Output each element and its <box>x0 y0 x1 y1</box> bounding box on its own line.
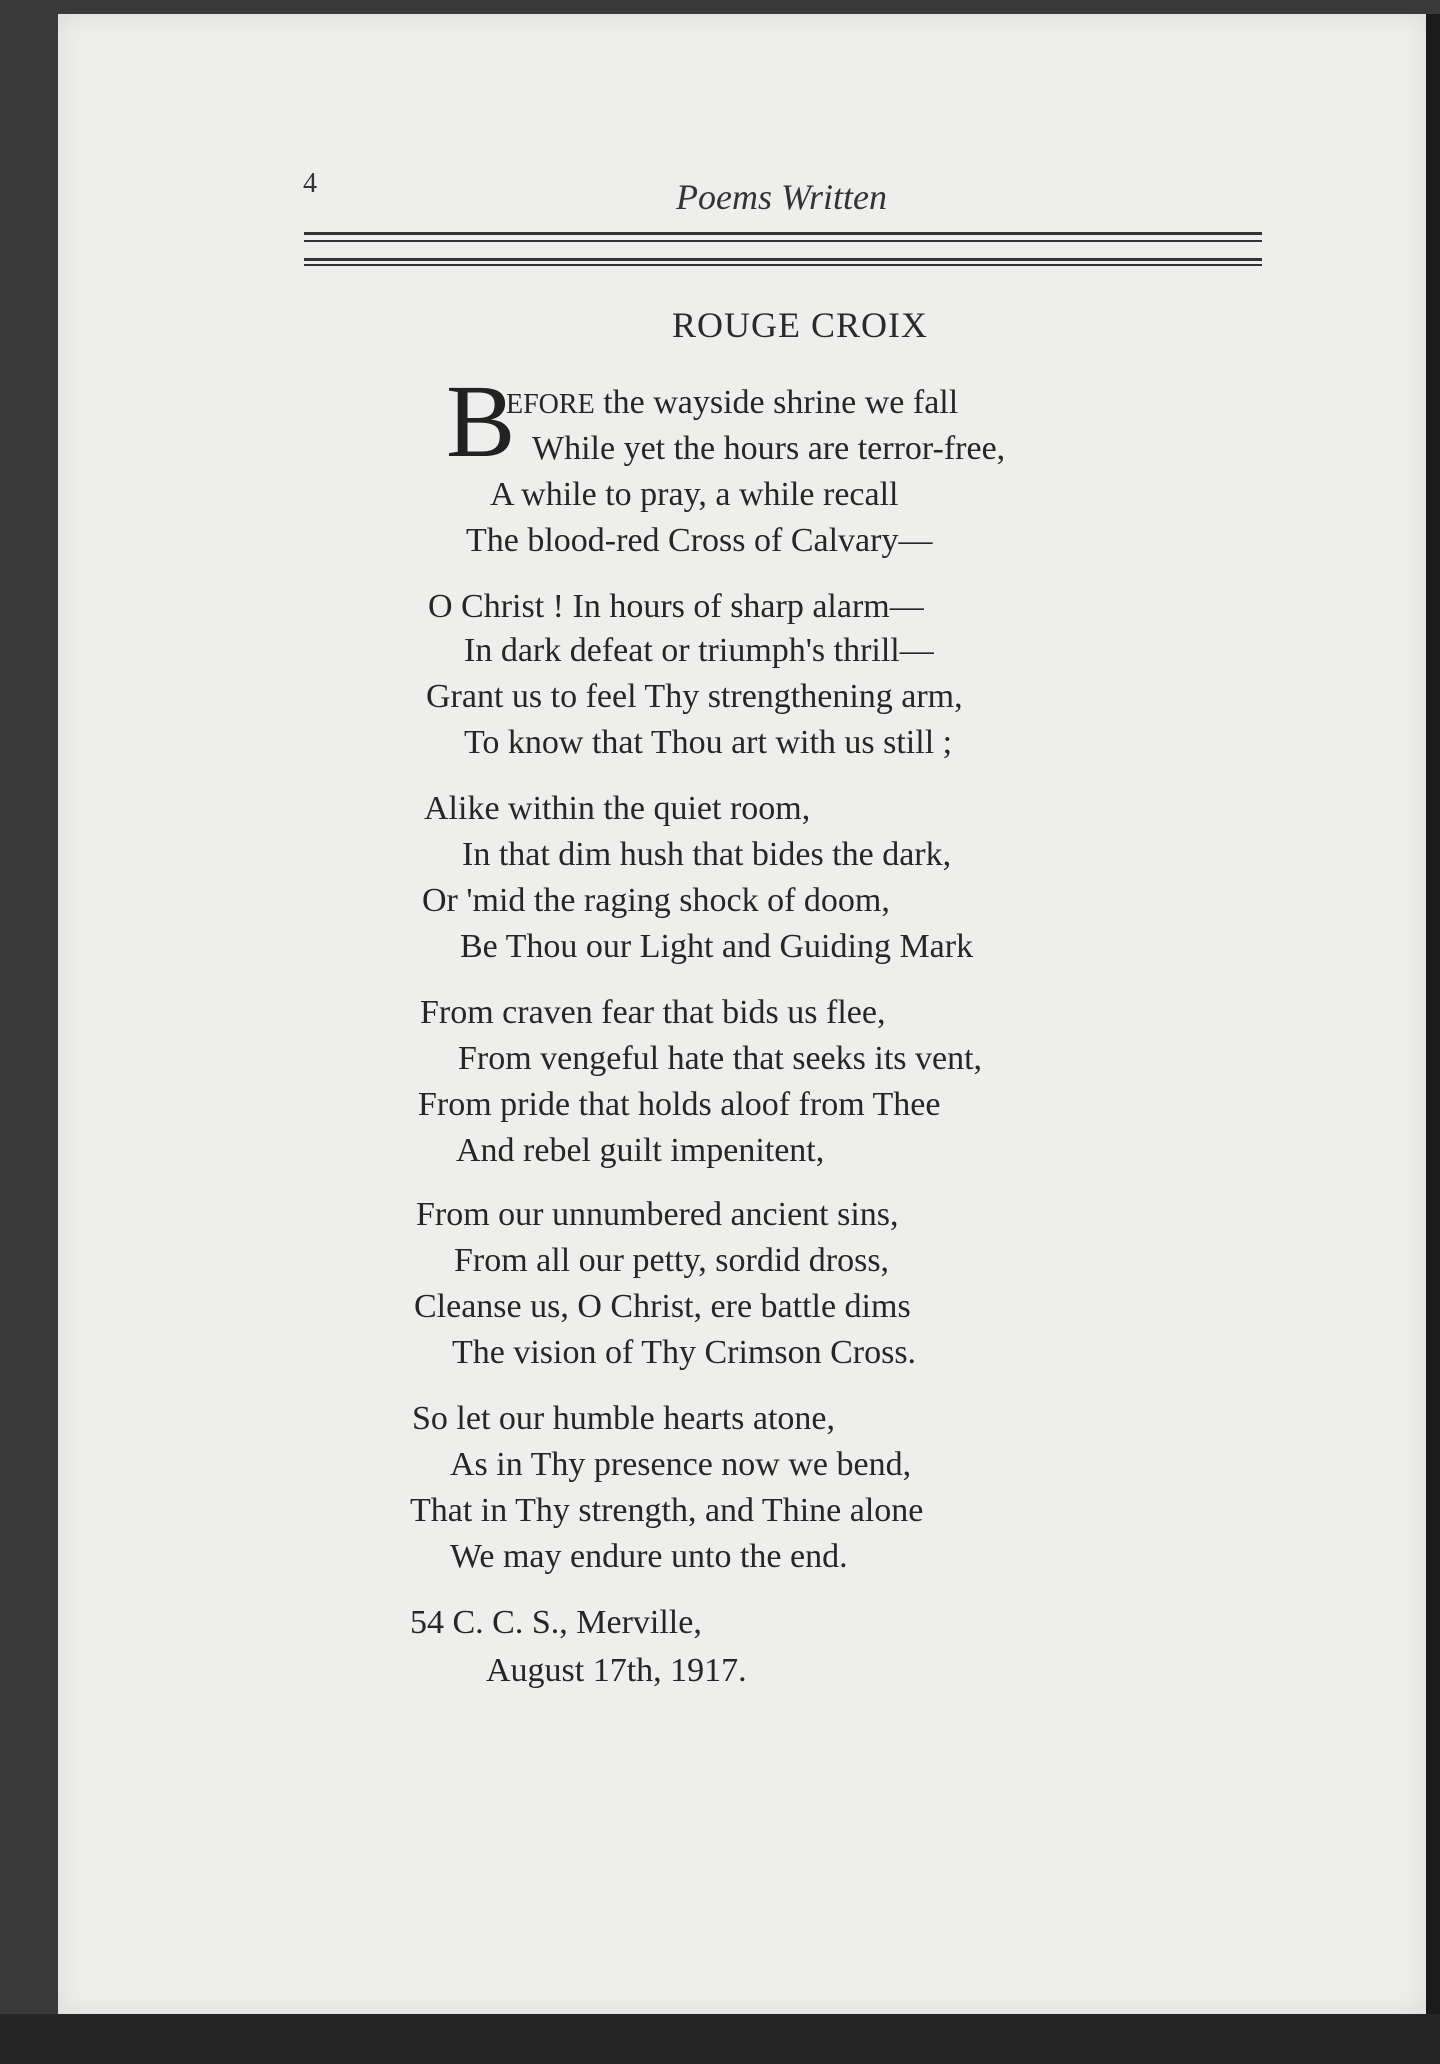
poem-line: Grant us to feel Thy strengthening arm, <box>426 678 963 715</box>
page-edge <box>1426 14 1440 2064</box>
header-rule <box>304 264 1262 266</box>
header-rule <box>304 240 1262 242</box>
poem-line: In that dim hush that bides the dark, <box>462 836 952 873</box>
signature-date: August 17th, 1917. <box>486 1652 747 1689</box>
poem-line: We may endure unto the end. <box>450 1538 848 1575</box>
poem-line: EFORE the wayside shrine we fall <box>506 384 959 421</box>
poem-line: And rebel guilt impenitent, <box>456 1132 825 1169</box>
poem-line: The vision of Thy Crimson Cross. <box>452 1334 917 1371</box>
poem-line: O Christ ! In hours of sharp alarm— <box>428 588 924 625</box>
poem-line: Or 'mid the raging shock of doom, <box>422 882 890 919</box>
poem-title: ROUGE CROIX <box>672 305 929 345</box>
drop-cap: B <box>446 364 516 479</box>
poem-line: Be Thou our Light and Guiding Mark <box>460 928 974 965</box>
poem-line: So let our humble hearts atone, <box>412 1400 836 1437</box>
poem-line: To know that Thou art with us still ; <box>464 724 953 761</box>
poem-line: While yet the hours are terror-free, <box>532 430 1006 467</box>
header-rule <box>304 258 1262 261</box>
scan-bottom-edge <box>0 2014 1440 2064</box>
first-word-smallcaps: EFORE <box>506 389 595 420</box>
page-number: 4 <box>303 168 317 199</box>
poem-line: Alike within the quiet room, <box>424 790 811 827</box>
poem-line: Cleanse us, O Christ, ere battle dims <box>414 1288 911 1325</box>
signature-place: 54 C. C. S., Merville, <box>410 1604 702 1641</box>
poem-line: The blood-red Cross of Calvary— <box>466 522 933 559</box>
poem-line: From our unnumbered ancient sins, <box>416 1196 899 1233</box>
poem-line: From vengeful hate that seeks its vent, <box>458 1040 983 1077</box>
running-title: Poems Written <box>676 177 887 217</box>
poem-line: From craven fear that bids us flee, <box>420 994 886 1031</box>
header-rule <box>304 232 1262 235</box>
poem-line: In dark defeat or triumph's thrill— <box>464 632 934 669</box>
poem-line: That in Thy strength, and Thine alone <box>410 1492 924 1529</box>
poem-line: As in Thy presence now we bend, <box>450 1446 912 1483</box>
poem-line: From all our petty, sordid dross, <box>454 1242 890 1279</box>
poem-line: A while to pray, a while recall <box>490 476 899 513</box>
poem-line: From pride that holds aloof from Thee <box>418 1086 941 1123</box>
